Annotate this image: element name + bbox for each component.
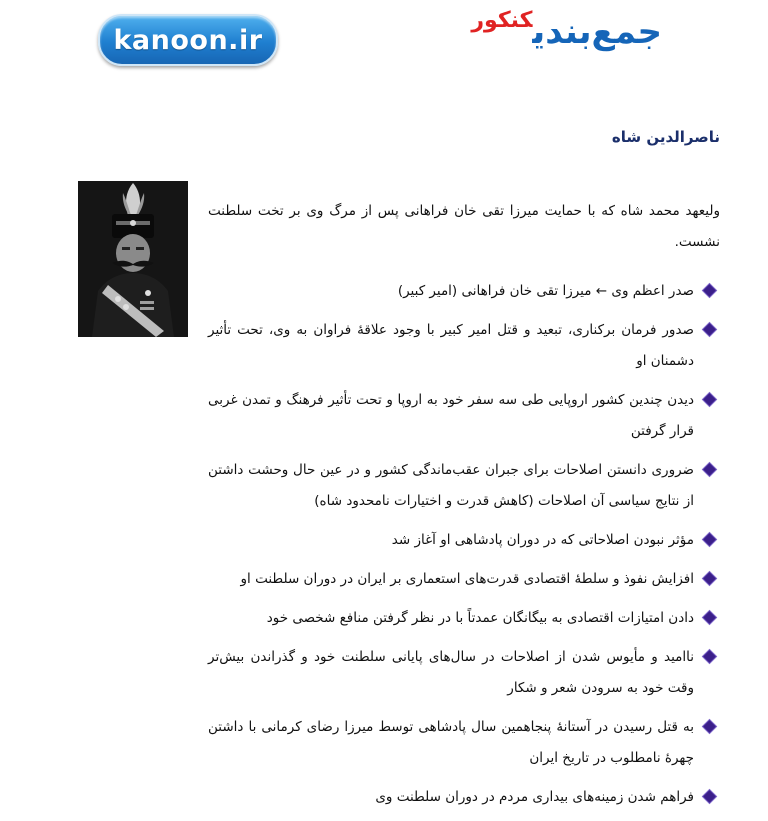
list-item (208, 525, 720, 556)
list-item (208, 315, 720, 377)
diamond-bullet-icon (703, 463, 716, 476)
list-item (208, 782, 720, 813)
list-item-text: دیدن چندین کشور اروپایی طی سه سفر خود به اروپا و تحت تأثیر فرهنگ و تمدن غربی قرار گرفتن (208, 392, 694, 439)
diamond-bullet-icon (703, 720, 716, 733)
brand-title (430, 8, 662, 70)
intro-paragraph: ولیعهد محمد شاه که با حمایت میرزا تقی خان فراهانی پس از مرگ وی بر تخت سلطنت نشست. (208, 203, 720, 250)
diamond-bullet-icon (703, 393, 716, 406)
list-item (208, 455, 720, 517)
list-item (208, 564, 720, 595)
diamond-bullet-icon (703, 611, 716, 624)
list-item-text: دادن امتیازات اقتصادی به بیگانگان عمدتاً با در نظر گرفتن منافع شخصی خود (266, 610, 694, 626)
diamond-bullet-icon (703, 533, 716, 546)
diamond-bullet-icon (703, 650, 716, 663)
brand-title-main: جمع‌بندی (532, 12, 662, 52)
list-item (208, 712, 720, 774)
diamond-bullet-icon (703, 790, 716, 803)
list-item (208, 642, 720, 704)
list-item-text: ناامید و مأیوس شدن از اصلاحات در سال‌های پایانی سلطنت خود و گذراندن بیش‌تر وقت خود به سرودن شعر و شکار (208, 649, 694, 696)
bullet-list (208, 276, 720, 821)
list-item-text: افزایش نفوذ و سلطهٔ اقتصادی قدرت‌های استعماری بر ایران در دوران سلطنت او (240, 571, 694, 587)
list-item-text: صدر اعظم وی ← میرزا تقی خان فراهانی (امیر کبیر) (397, 283, 694, 299)
list-item (208, 276, 720, 307)
diamond-bullet-icon (703, 572, 716, 585)
list-item-text: صدور فرمان برکناری، تبعید و قتل امیر کبیر با وجود علاقهٔ فراوان به وی، تحت تأثیر دشمنان او (208, 322, 694, 369)
list-item-text: فراهم شدن زمینه‌های بیداری مردم در دوران سلطنت وی (375, 789, 694, 805)
list-item-text: ضروری دانستن اصلاحات برای جبران عقب‌ماندگی کشور و در عین حال وحشت داشتن از نتایج سیاسی آن اصلاحات (کاهش قدرت و اختیارات نامحدود شاه) (208, 462, 694, 509)
list-item (208, 603, 720, 634)
diamond-bullet-icon (703, 323, 716, 336)
list-item-text: مؤثر نبودن اصلاحاتی که در دوران پادشاهی او آغاز شد (391, 532, 694, 548)
portrait-image (78, 181, 188, 337)
brand-title-accent: کنکور (471, 8, 533, 33)
list-item-text: به قتل رسیدن در آستانهٔ پنجاهمین سال پادشاهی توسط میرزا رضای کرمانی با داشتن چهرهٔ نامطلوب در تاریخ ایران (208, 719, 694, 766)
kanoon-logo-text: kanoon.ir (113, 24, 263, 56)
diamond-bullet-icon (703, 284, 716, 297)
portrait-illustration (78, 181, 188, 337)
list-item (208, 385, 720, 447)
kanoon-logo[interactable] (98, 14, 278, 66)
section-heading: ناصرالدین شاه (611, 128, 720, 146)
